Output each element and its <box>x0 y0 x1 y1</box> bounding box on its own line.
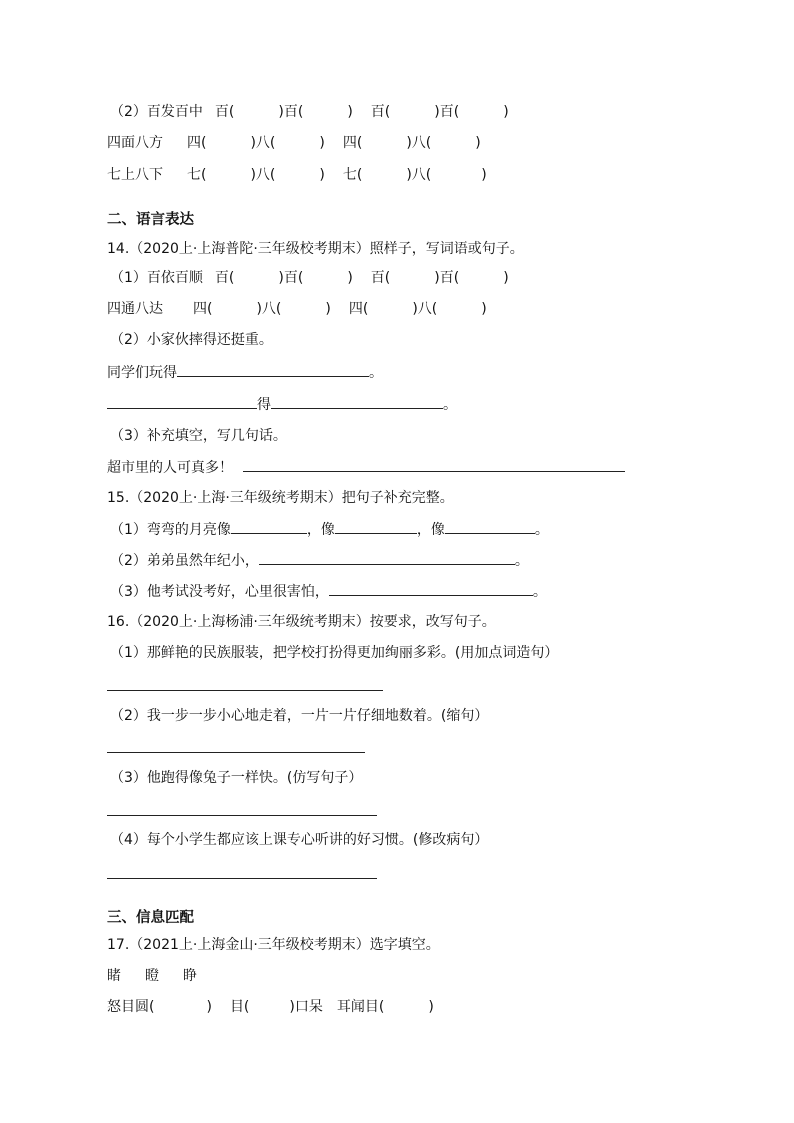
line-mid: 得 <box>257 397 271 413</box>
q15-part2 <box>110 550 529 571</box>
blank-close: ) <box>325 301 331 317</box>
q17-char-options <box>107 966 197 986</box>
q14-part3-line <box>107 457 625 478</box>
blank-mid: )百( <box>278 270 304 286</box>
q14-part1-row1 <box>110 268 509 288</box>
answer-blank[interactable] <box>107 394 257 409</box>
line-prefix: （2）弟弟虽然年纪小， <box>110 553 259 569</box>
blank-open: 四( <box>348 301 369 317</box>
q16-answer-line-1[interactable] <box>107 690 383 691</box>
blank-close: ) <box>481 301 487 317</box>
q14-part2-line1 <box>107 362 383 383</box>
blank-mid: )百( <box>278 104 304 120</box>
blank-open: 目( <box>229 999 250 1015</box>
line-prefix: 超市里的人可真多！ <box>107 460 233 476</box>
blank-close: ) <box>503 270 509 286</box>
q16-part4: （4）每个小学生都应该上课专心听讲的好习惯。(修改病句） <box>110 832 489 848</box>
q13-row-2 <box>107 133 481 153</box>
char-option: 瞪 <box>145 968 159 984</box>
row-label: （2）百发百中 <box>110 104 203 120</box>
period: 。 <box>534 522 549 538</box>
blank-close: ) <box>206 999 212 1015</box>
blank-open: 四( <box>187 135 207 151</box>
q16-title: 16.（2020上·上海杨浦·三年级统考期末）按要求，改写句子。 <box>107 614 496 630</box>
period: 。 <box>532 584 547 600</box>
blank-open: 四( <box>193 301 213 317</box>
q16-answer-line-4[interactable] <box>107 878 377 879</box>
q14-part3: （3）补充填空，写几句话。 <box>110 428 287 444</box>
blank-mid: )八( <box>412 301 438 317</box>
row-label: （1）百依百顺 <box>110 270 203 286</box>
answer-blank[interactable] <box>329 581 533 596</box>
blank-close: ) <box>319 135 325 151</box>
blank-open: 四( <box>342 135 363 151</box>
period: 。 <box>514 553 529 569</box>
section-heading-2: 二、语言表达 <box>107 212 194 228</box>
row-label: 七上八下 <box>107 167 163 183</box>
blank-mid: )八( <box>250 167 276 183</box>
blank-open: 七( <box>342 167 363 183</box>
q16-answer-line-2[interactable] <box>107 752 365 753</box>
section-heading-3: 三、信息匹配 <box>107 910 194 926</box>
char-option: 睹 <box>107 968 121 984</box>
line-mid: ，像 <box>306 522 335 538</box>
blank-open: 百( <box>214 270 235 286</box>
line-prefix: （1）弯弯的月亮像 <box>110 522 231 538</box>
answer-blank[interactable] <box>335 519 417 534</box>
blank-close: ) <box>503 104 509 120</box>
blank-mid: )百( <box>434 104 460 120</box>
blank-close: ) <box>347 270 353 286</box>
answer-blank[interactable] <box>177 362 369 377</box>
period: 。 <box>369 365 383 381</box>
answer-blank[interactable] <box>445 519 535 534</box>
row-label: 四面八方 <box>107 135 163 151</box>
line-prefix: 同学们玩得 <box>107 365 177 381</box>
answer-blank[interactable] <box>259 550 515 565</box>
blank-close: ) <box>347 104 353 120</box>
q16-part2: （2）我一步一步小心地走着，一片一片仔细地数着。(缩句） <box>110 708 489 724</box>
q13-row-3 <box>107 165 487 185</box>
blank-open: 百( <box>370 104 391 120</box>
q15-part1 <box>110 519 549 540</box>
q14-part2-line2 <box>107 394 457 415</box>
q15-part3 <box>110 581 547 602</box>
blank-mid: )八( <box>256 301 282 317</box>
q13-row-1 <box>110 102 509 122</box>
q16-answer-line-3[interactable] <box>107 815 377 816</box>
blank-close: ) <box>319 167 325 183</box>
answer-blank[interactable] <box>243 457 625 472</box>
blank-close: ) <box>475 135 481 151</box>
blank-open: 百( <box>370 270 391 286</box>
blank-open: 七( <box>187 167 207 183</box>
q14-part1-row2 <box>107 299 487 319</box>
blank-mid: )八( <box>250 135 276 151</box>
blank-close: )口呆 <box>289 999 323 1015</box>
answer-blank[interactable] <box>231 519 307 534</box>
blank-close: ) <box>428 999 434 1015</box>
answer-blank[interactable] <box>271 394 443 409</box>
blank-mid: )八( <box>406 135 432 151</box>
blank-open: 怒目圆( <box>107 999 155 1015</box>
char-option: 睁 <box>183 968 197 984</box>
period: 。 <box>443 397 457 413</box>
line-prefix: （3）他考试没考好，心里很害怕， <box>110 584 329 600</box>
blank-close: ) <box>481 167 487 183</box>
blank-mid: )八( <box>406 167 432 183</box>
q16-part3: （3）他跑得像兔子一样快。(仿写句子） <box>110 770 363 786</box>
q16-part1: （1）那鲜艳的民族服装，把学校打扮得更加绚丽多彩。(用加点词造句） <box>110 645 559 661</box>
q17-title: 17.（2021上·上海金山·三年级校考期末）选字填空。 <box>107 937 440 953</box>
q14-title: 14.（2020上·上海普陀·三年级校考期末）照样子，写词语或句子。 <box>107 241 524 257</box>
q14-part2: （2）小家伙摔得还挺重。 <box>110 332 273 348</box>
q15-title: 15.（2020上·上海·三年级统考期末）把句子补充完整。 <box>107 490 454 506</box>
line-mid: ，像 <box>416 522 445 538</box>
q17-fill-row <box>107 997 434 1017</box>
blank-mid: )百( <box>434 270 460 286</box>
blank-open: 百( <box>214 104 235 120</box>
blank-open: 耳闻目( <box>336 999 385 1015</box>
row-label: 四通八达 <box>107 301 163 317</box>
